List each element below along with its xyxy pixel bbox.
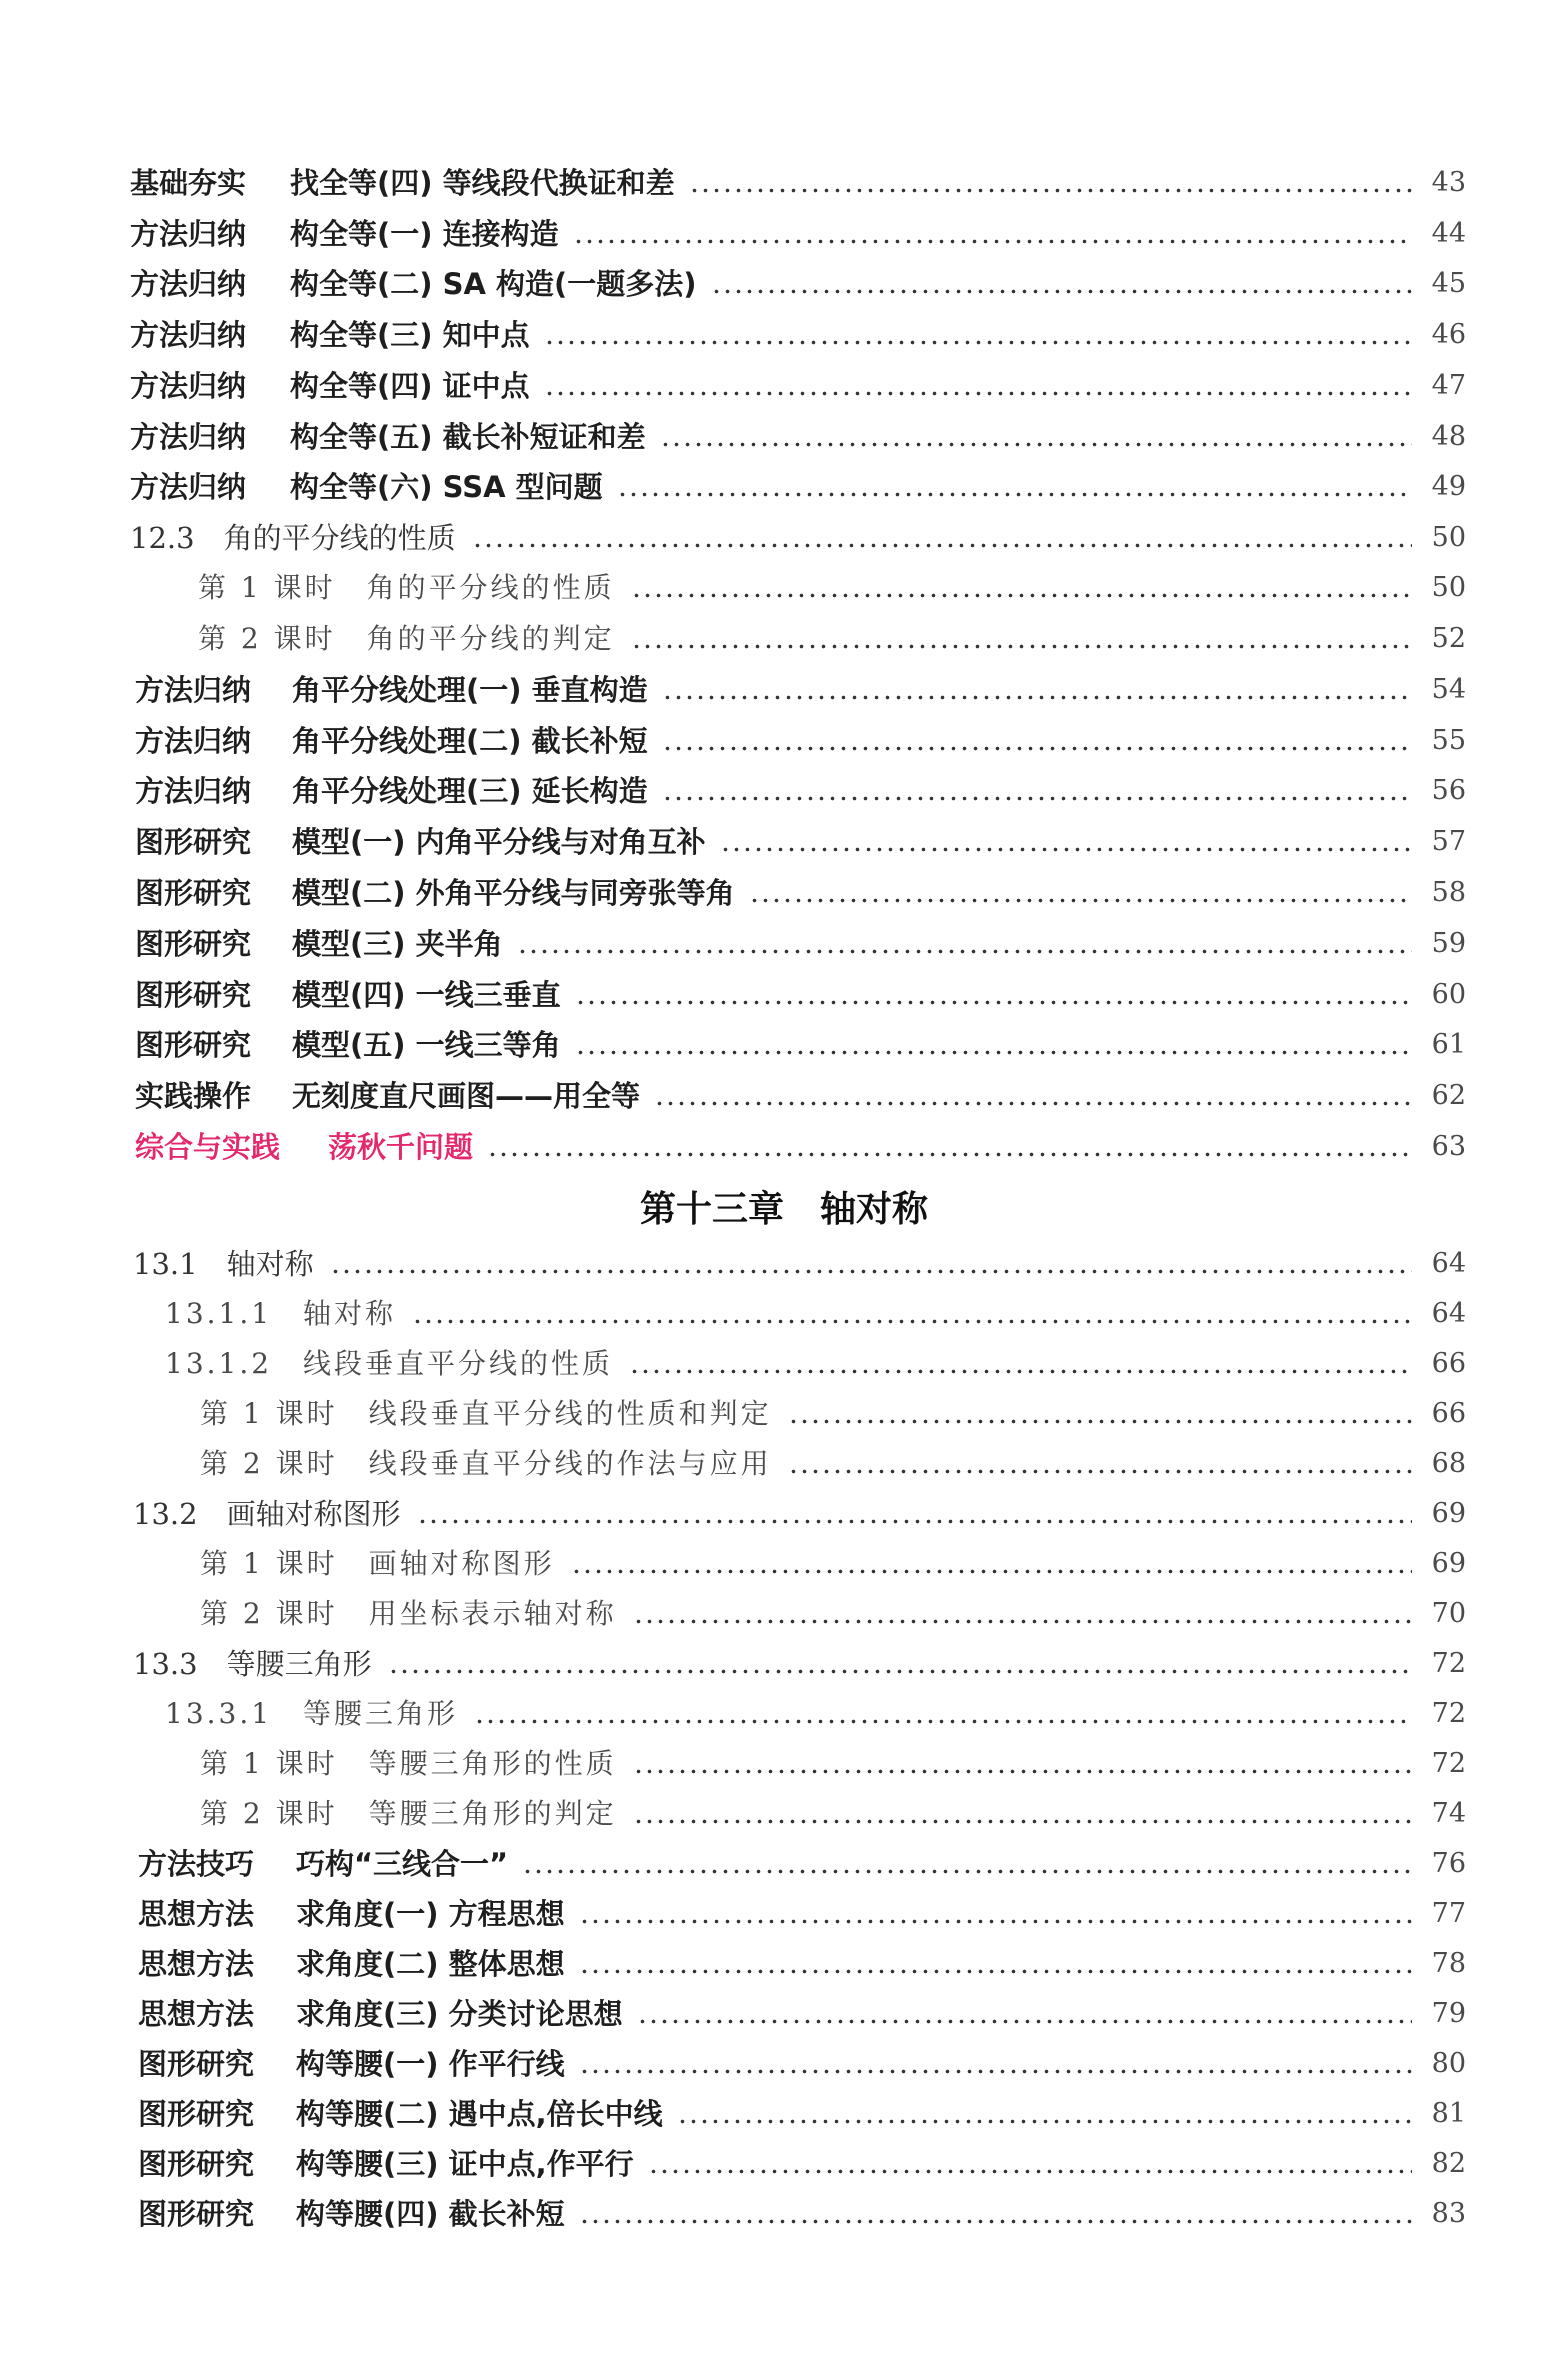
toc-entry[interactable] [0,619,1552,659]
toc-entry[interactable] [0,1644,1552,1684]
toc-page-number: 79 [1431,1998,1466,2029]
dot-leader [648,2169,1412,2174]
dot-leader [662,746,1412,751]
toc-entry-title: 构全等(六) SSA 型问题 [290,470,603,504]
dot-leader [631,593,1412,598]
toc-entry[interactable] [0,315,1552,355]
toc-entry-category: 方法归纳 [135,673,252,707]
toc-page-number: 83 [1431,2198,1466,2229]
toc-entry[interactable] [0,1127,1552,1167]
dot-leader [788,1419,1412,1424]
toc-entry-category: 图形研究 [138,2047,255,2081]
dot-leader [579,1969,1412,1974]
toc-entry[interactable] [0,467,1552,507]
toc-entry-title: 构等腰(二) 遇中点,倍长中线 [296,2097,663,2131]
toc-page-number: 72 [1431,1748,1466,1779]
toc-page-number: 54 [1431,674,1466,705]
chapter-heading [0,1185,1552,1235]
toc-section-title: 13.3 等腰三角形 [133,1647,372,1681]
toc-page-number: 66 [1431,1348,1466,1379]
toc-entry-title: 求角度(二) 整体思想 [296,1947,565,1981]
dot-leader [517,949,1412,954]
dot-leader [412,1319,1412,1324]
toc-entry-title: 模型(五) 一线三等角 [292,1028,561,1062]
toc-subsection-title: 13.3.1 等腰三角形 [165,1697,459,1730]
dot-leader [579,1919,1412,1924]
dot-leader [633,1819,1412,1824]
toc-entry-category: 方法归纳 [135,724,252,758]
toc-entry-category: 图形研究 [135,876,252,910]
toc-entry[interactable] [0,417,1552,457]
toc-entry-category: 图形研究 [138,2097,255,2131]
toc-entry-title: 模型(四) 一线三垂直 [292,978,561,1012]
toc-page-number: 72 [1431,1648,1466,1679]
toc-entry[interactable] [0,1894,1552,1934]
toc-entry-category: 图形研究 [135,927,252,961]
toc-page-number: 55 [1431,725,1466,756]
toc-page-number: 78 [1431,1948,1466,1979]
toc-entry[interactable] [0,2194,1552,2234]
toc-entry[interactable] [0,873,1552,913]
toc-entry-category: 综合与实践 [135,1130,281,1164]
toc-entry[interactable] [0,670,1552,710]
toc-entry[interactable] [0,1494,1552,1534]
toc-entry-category: 方法归纳 [130,217,247,251]
toc-entry[interactable] [0,1294,1552,1334]
dot-leader [579,2219,1412,2224]
toc-entry-category: 方法归纳 [135,774,252,808]
toc-entry[interactable] [0,568,1552,608]
toc-page-number: 66 [1431,1398,1466,1429]
dot-leader [633,1619,1412,1624]
toc-subsection-title: 第 2 课时 用坐标表示轴对称 [200,1597,617,1630]
toc-entry-title: 构全等(一) 连接构造 [290,217,559,251]
dot-leader [677,2119,1412,2124]
toc-page-number: 45 [1431,268,1466,299]
toc-entry-category: 基础夯实 [130,166,247,200]
toc-page-number: 70 [1431,1598,1466,1629]
toc-entry[interactable] [0,1794,1552,1834]
toc-page-number: 48 [1431,421,1466,452]
toc-entry-category: 图形研究 [138,2197,255,2231]
toc-entry[interactable] [0,1744,1552,1784]
toc-entry-title: 巧构“三线合一” [296,1847,509,1881]
dot-leader [662,695,1412,700]
toc-section-title: 13.1 轴对称 [133,1247,314,1281]
toc-entry-category: 思想方法 [138,1947,255,1981]
toc-page-number: 63 [1431,1131,1466,1162]
toc-entry[interactable] [0,2044,1552,2084]
toc-entry[interactable] [0,1944,1552,1984]
toc-entry-title: 构全等(二) SA 构造(一题多法) [290,267,697,301]
toc-entry-category: 方法归纳 [130,420,247,454]
toc-subsection-title: 第 2 课时 等腰三角形的判定 [200,1797,617,1830]
toc-section-title: 12.3 角的平分线的性质 [130,521,456,555]
dot-leader [544,391,1412,396]
dot-leader [487,1152,1412,1157]
toc-subsection-title: 第 2 课时 线段垂直平分线的作法与应用 [200,1447,772,1480]
toc-entry[interactable] [0,264,1552,304]
toc-page-number: 69 [1431,1498,1466,1529]
toc-page-number: 76 [1431,1848,1466,1879]
toc-entry[interactable] [0,822,1552,862]
toc-entry-title: 构等腰(四) 截长补短 [296,2197,565,2231]
toc-entry[interactable] [0,1076,1552,1116]
toc-entry-category: 方法归纳 [130,318,247,352]
toc-entry-title: 角平分线处理(二) 截长补短 [292,724,648,758]
toc-page-number: 56 [1431,775,1466,806]
toc-entry-category: 图形研究 [135,1028,252,1062]
toc-entry-category: 方法归纳 [130,369,247,403]
dot-leader [575,1050,1412,1055]
toc-entry-title: 角平分线处理(三) 延长构造 [292,774,648,808]
toc-page-number: 58 [1431,877,1466,908]
toc-entry[interactable] [0,163,1552,203]
toc-page-number: 57 [1431,826,1466,857]
toc-entry-title: 构全等(五) 截长补短证和差 [290,420,646,454]
toc-entry-title: 模型(三) 夹半角 [292,927,503,961]
toc-entry[interactable] [0,214,1552,254]
toc-entry-title: 荡秋千问题 [328,1130,474,1164]
dot-leader [662,796,1412,801]
toc-subsection-title: 第 1 课时 等腰三角形的性质 [200,1747,617,1780]
toc-entry-category: 思想方法 [138,1897,255,1931]
dot-leader [417,1519,1412,1524]
toc-page-number: 72 [1431,1698,1466,1729]
toc-entry[interactable] [0,2144,1552,2184]
toc-entry-category: 思想方法 [138,1997,255,2031]
toc-entry-category: 方法技巧 [138,1847,255,1881]
toc-page-number: 46 [1431,319,1466,350]
chapter-title: 第十三章 轴对称 [640,1189,929,1230]
dot-leader [544,340,1412,345]
toc-page-number: 81 [1431,2098,1466,2129]
dot-leader [633,1769,1412,1774]
toc-entry-title: 模型(一) 内角平分线与对角互补 [292,825,706,859]
toc-entry[interactable] [0,1544,1552,1584]
toc-page-number: 50 [1431,522,1466,553]
dot-leader [654,1101,1412,1106]
toc-entry[interactable] [0,1994,1552,2034]
toc-page-number: 74 [1431,1798,1466,1829]
dot-leader [474,1719,1412,1724]
toc-page-number: 47 [1431,370,1466,401]
toc-page-number: 68 [1431,1448,1466,1479]
toc-page-number: 64 [1431,1298,1466,1329]
toc-entry[interactable] [0,1025,1552,1065]
toc-entry[interactable] [0,771,1552,811]
toc-page-number: 59 [1431,928,1466,959]
dot-leader [629,1369,1412,1374]
toc-page-number: 50 [1431,572,1466,603]
toc-entry-category: 图形研究 [138,2147,255,2181]
toc-subsection-title: 第 1 课时 画轴对称图形 [200,1547,555,1580]
toc-page-number: 43 [1431,167,1466,198]
dot-leader [388,1669,1412,1674]
toc-page-number: 44 [1431,218,1466,249]
dot-leader [522,1869,1412,1874]
toc-entry-category: 方法归纳 [130,267,247,301]
toc-entry[interactable] [0,721,1552,761]
toc-entry-title: 模型(二) 外角平分线与同旁张等角 [292,876,735,910]
toc-page-number: 77 [1431,1898,1466,1929]
toc-page-number: 62 [1431,1080,1466,1111]
toc-entry-category: 实践操作 [135,1079,252,1113]
toc-entry-category: 图形研究 [135,825,252,859]
toc-entry[interactable] [0,1444,1552,1484]
toc-section-title: 13.2 画轴对称图形 [133,1497,401,1531]
toc-entry[interactable] [0,1394,1552,1434]
toc-entry-title: 角平分线处理(一) 垂直构造 [292,673,648,707]
dot-leader [637,2019,1412,2024]
dot-leader [631,644,1412,649]
toc-entry-title: 求角度(一) 方程思想 [296,1897,565,1931]
dot-leader [579,2069,1412,2074]
toc-entry-title: 构全等(四) 证中点 [290,369,530,403]
toc-entry[interactable] [0,975,1552,1015]
toc-entry[interactable] [0,1344,1552,1384]
toc-subsection-title: 第 1 课时 线段垂直平分线的性质和判定 [200,1397,772,1430]
toc-entry-category: 图形研究 [135,978,252,1012]
toc-entry-title: 构等腰(三) 证中点,作平行 [296,2147,634,2181]
toc-entry[interactable] [0,1694,1552,1734]
toc-entry-title: 构全等(三) 知中点 [290,318,530,352]
toc-entry[interactable] [0,366,1552,406]
dot-leader [711,289,1412,294]
toc-subsection-title: 第 2 课时 角的平分线的判定 [198,622,615,655]
dot-leader [749,898,1412,903]
toc-entry[interactable] [0,1844,1552,1884]
toc-entry[interactable] [0,1594,1552,1634]
toc-entry[interactable] [0,518,1552,558]
dot-leader [573,239,1412,244]
toc-entry-title: 找全等(四) 等线段代换证和差 [290,166,675,200]
toc-page-number: 60 [1431,979,1466,1010]
dot-leader [571,1569,1412,1574]
toc-page-number: 52 [1431,623,1466,654]
toc-entry-title: 构等腰(一) 作平行线 [296,2047,565,2081]
toc-entry-title: 求角度(三) 分类讨论思想 [296,1997,623,2031]
toc-page-number: 49 [1431,471,1466,502]
toc-entry[interactable] [0,924,1552,964]
dot-leader [720,847,1412,852]
dot-leader [689,188,1412,193]
dot-leader [617,492,1412,497]
toc-page-number: 82 [1431,2148,1466,2179]
dot-leader [472,543,1412,548]
dot-leader [660,442,1412,447]
toc-entry[interactable] [0,2094,1552,2134]
dot-leader [330,1269,1412,1274]
toc-page-number: 61 [1431,1029,1466,1060]
toc-subsection-title: 13.1.2 线段垂直平分线的性质 [165,1347,614,1380]
toc-entry-category: 方法归纳 [130,470,247,504]
toc-entry-title: 无刻度直尺画图——用全等 [292,1079,641,1113]
toc-subsection-title: 13.1.1 轴对称 [165,1297,397,1330]
dot-leader [788,1469,1412,1474]
toc-entry[interactable] [0,1244,1552,1284]
toc-page-number: 64 [1431,1248,1466,1279]
dot-leader [575,1000,1412,1005]
toc-page-number: 80 [1431,2048,1466,2079]
toc-page-number: 69 [1431,1548,1466,1579]
toc-subsection-title: 第 1 课时 角的平分线的性质 [198,571,615,604]
